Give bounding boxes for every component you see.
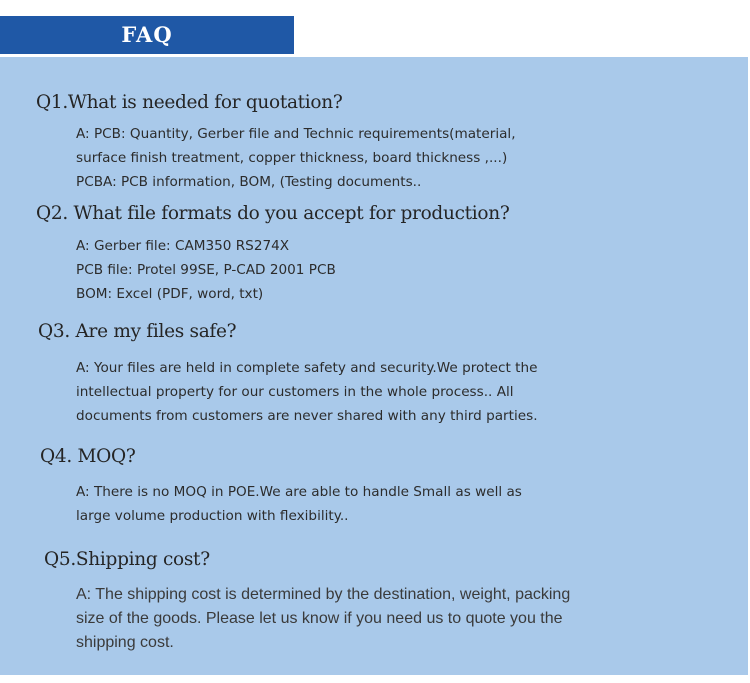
faq-item-2 — [36, 201, 509, 306]
faq-answer-3-line-2: intellectual property for our customers in the whole process.. All — [76, 384, 514, 400]
faq-question-3: Q3. Are my files safe? — [38, 321, 237, 342]
faq-question-5: Q5.Shipping cost? — [44, 549, 210, 570]
faq-item-3 — [38, 319, 538, 428]
faq-item-4 — [40, 444, 522, 528]
faq-answer-1-line-3: PCBA: PCB information, BOM, (Testing documents.. — [76, 174, 422, 190]
faq-item-1 — [36, 90, 516, 194]
faq-item-5 — [44, 547, 570, 655]
faq-title: FAQ — [121, 22, 173, 47]
faq-answer-1 — [76, 122, 516, 194]
faq-answer-1-line-2: surface finish treatment, copper thickness, board thickness ,...) — [76, 150, 508, 166]
faq-answer-2 — [76, 234, 509, 306]
faq-answer-1-line-1: A: PCB: Quantity, Gerber file and Technic requirements(material, — [76, 126, 516, 142]
faq-answer-2-line-3: BOM: Excel (PDF, word, txt) — [76, 286, 264, 302]
faq-answer-4-line-1: A: There is no MOQ in POE.We are able to handle Small as well as — [76, 484, 522, 500]
faq-question-4: Q4. MOQ? — [40, 446, 136, 467]
faq-answer-5-line-3: shipping cost. — [76, 634, 174, 651]
faq-question-1: Q1.What is needed for quotation? — [36, 92, 343, 113]
faq-answer-3-line-3: documents from customers are never shared with any third parties. — [76, 408, 538, 424]
faq-answer-3 — [76, 356, 538, 428]
faq-answer-5-line-2: size of the goods. Please let us know if you need us to quote you the — [76, 610, 563, 627]
faq-answer-4-line-2: large volume production with flexibility.. — [76, 508, 349, 524]
faq-question-2: Q2. What file formats do you accept for production? — [36, 203, 510, 224]
faq-answer-3-line-1: A: Your files are held in complete safety and security.We protect the — [76, 360, 538, 376]
faq-answer-2-line-2: PCB file: Protel 99SE, P-CAD 2001 PCB — [76, 262, 336, 278]
faq-header-tab — [0, 16, 294, 54]
faq-answer-4 — [76, 480, 522, 528]
faq-answer-5-line-1: A: The shipping cost is determined by the destination, weight, packing — [76, 586, 571, 603]
faq-answer-2-line-1: A: Gerber file: CAM350 RS274X — [76, 238, 290, 254]
faq-answer-5 — [76, 583, 570, 655]
